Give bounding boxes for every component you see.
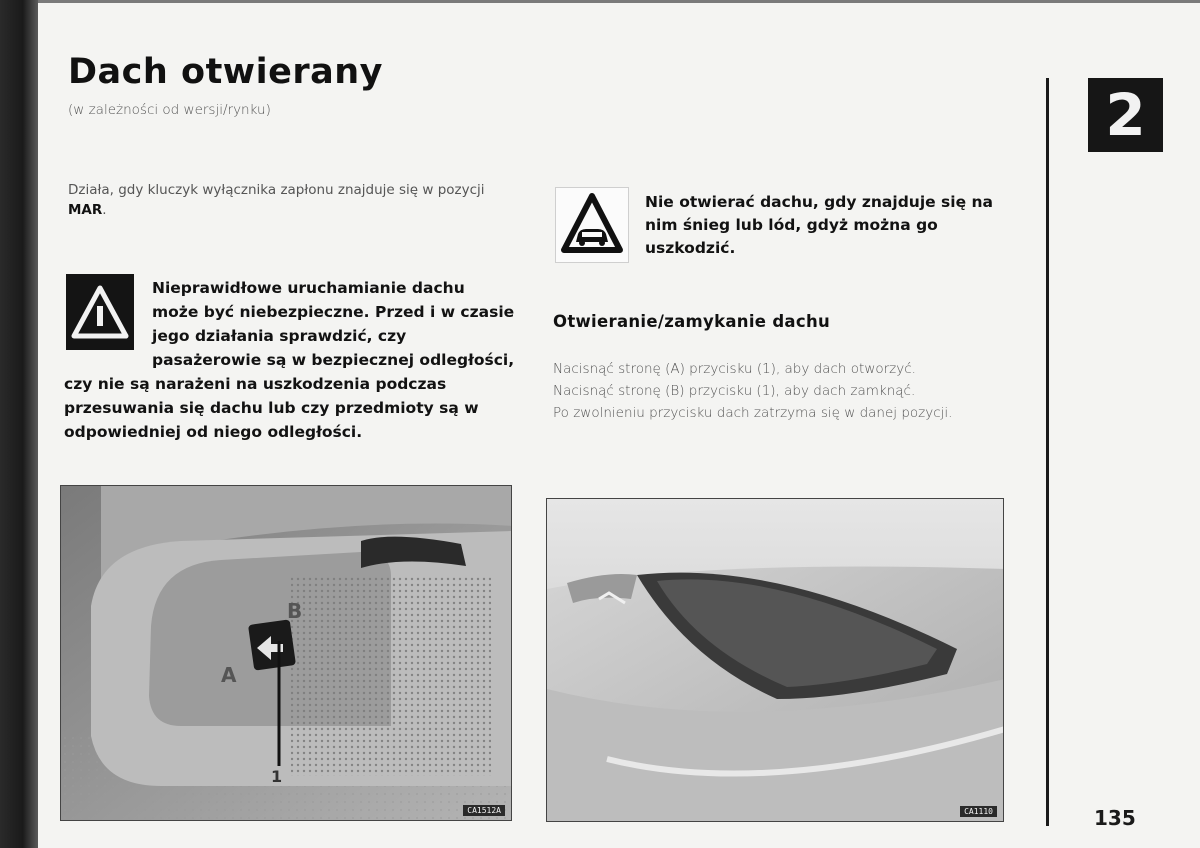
image-reference-code: CA1512A — [463, 805, 505, 816]
label-a: A — [221, 663, 237, 687]
label-1: 1 — [271, 767, 283, 786]
intro-paragraph — [68, 180, 518, 220]
instruction-line: Po zwolnieniu przycisku dach zatrzyma się w danej pozycji. — [553, 405, 953, 421]
roof-switch-photo — [60, 485, 512, 821]
warning-right-text: Nie otwierać dachu, gdy znajduje się na nim śnieg lub lód, gdyż można go uszkodzić. — [645, 193, 993, 257]
page-subtitle: (w zależności od wersji/rynku) — [68, 102, 271, 118]
intro-text: Działa, gdy kluczyk wyłącznika zapłonu znajduje się w pozycji — [68, 182, 485, 198]
page-title: Dach otwierany — [68, 52, 383, 92]
instructions-list — [553, 358, 1013, 424]
chapter-badge: 2 — [1088, 78, 1163, 152]
page-top-edge — [38, 0, 1200, 3]
vertical-rule — [1046, 78, 1049, 826]
section-heading: Otwieranie/zamykanie dachu — [553, 312, 831, 331]
instruction-line: Nacisnąć stronę (A) przycisku (1), aby dach otworzyć. — [553, 361, 916, 377]
instruction-line: Nacisnąć stronę (B) przycisku (1), aby dach zamknąć. — [553, 383, 916, 399]
car-warning-triangle-icon — [555, 187, 629, 263]
intro-end: . — [102, 202, 107, 218]
open-sunroof-photo — [546, 498, 1004, 822]
book-binding — [0, 0, 38, 848]
page-number: 135 — [1094, 806, 1136, 830]
warning-left-body: Nieprawidłowe uruchamianie dachu może być niebezpieczne. Przed i w czasie jego działania sprawdzić, czy pasażerowie są w bezpiecznej odległości, czy nie są narażeni na uszkodzenia podczas przesuwania się dachu lub czy przedmioty są w odpowiedniej od niego odległości. — [64, 279, 515, 441]
ignition-position-label: MAR — [68, 202, 103, 218]
image-reference-code: CA1110 — [960, 806, 997, 817]
label-b: B — [287, 599, 303, 623]
warning-left-text — [64, 276, 516, 444]
